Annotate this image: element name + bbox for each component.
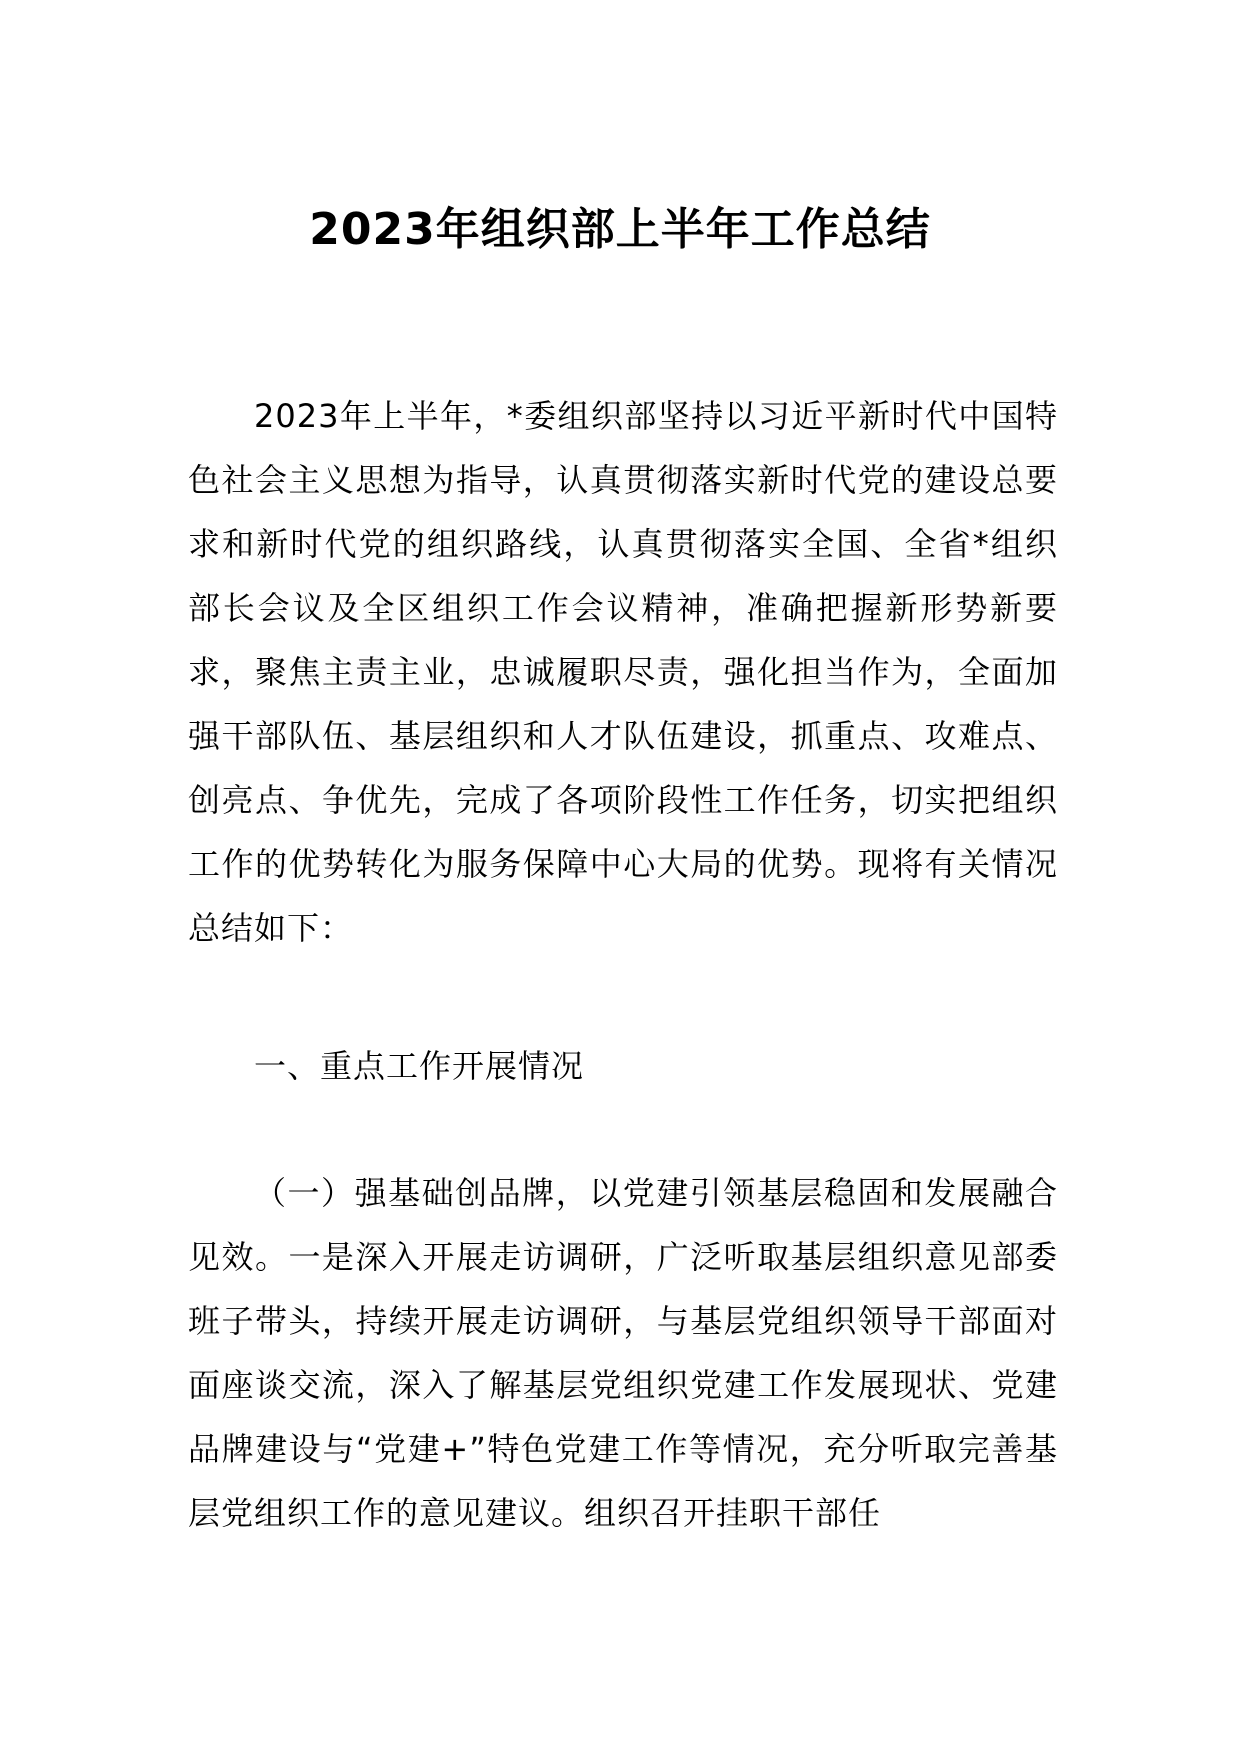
intro-paragraph: 2023年上半年，*委组织部坚持以习近平新时代中国特色社会主义思想为指导，认真贯彻落实新时代党的建设总要求和新时代党的组织路线，认真贯彻落实全国、全省*组织部长会议及全区组织工作会议精神，准确把握新形势新要求，聚焦主责主业，忠诚履职尽责，强化担当作为，全面加强干部队伍、基层组织和人才队伍建设，抓重点、攻难点、创亮点、争优先，完成了各项阶段性工作任务，切实把组织工作的优势转化为服务保障中心大局的优势。现将有关情况总结如下： [188,397,1058,947]
section-heading: 一、重点工作开展情况 [254,1047,585,1085]
subsection-paragraph: （一）强基础创品牌，以党建引领基层稳固和发展融合见效。一是深入开展走访调研，广泛听取基层组织意见部委班子带头，持续开展走访调研，与基层党组织领导干部面对面座谈交流，深入了解基层党组织党建工作发展现状、党建品牌建设与“党建+”特色党建工作等情况，充分听取完善基层党组织工作的意见建议。组织召开挂职干部任 [188,1174,1058,1532]
document-title: 2023年组织部上半年工作总结 [309,204,931,255]
